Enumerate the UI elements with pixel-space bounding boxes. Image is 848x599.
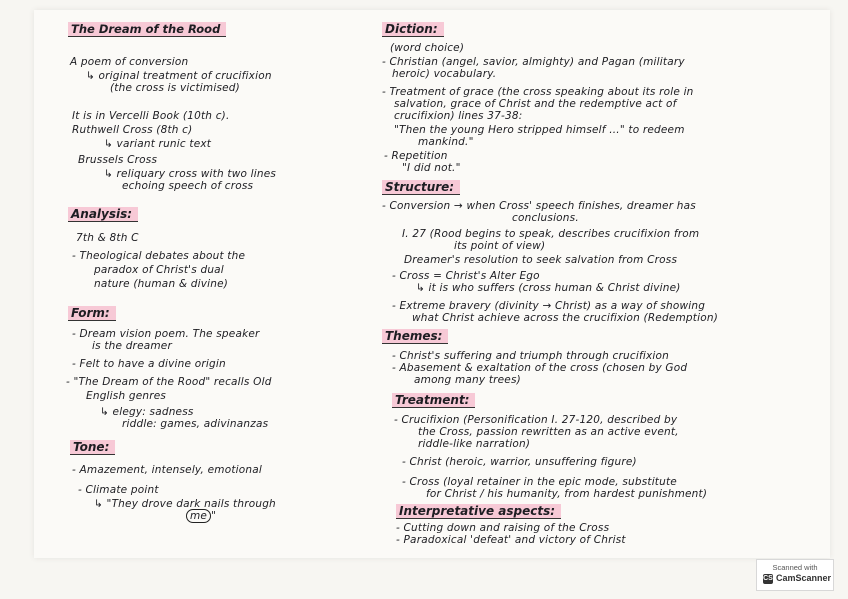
intro-line: ↳ original treatment of crucifixion: [86, 70, 272, 82]
intro-line: It is in Vercelli Book (10th c).: [72, 110, 230, 122]
structure-heading: Structure:: [382, 180, 460, 195]
intro-line: (the cross is victimised): [110, 82, 240, 94]
analysis-line: nature (human & divine): [94, 278, 229, 290]
themes-line: - Abasement & exaltation of the cross (chosen by God: [392, 362, 688, 374]
treatment-line: the Cross, passion rewritten as an active event,: [418, 426, 679, 438]
structure-line: - Extreme bravery (divinity → Christ) as a way of showing: [392, 300, 706, 312]
structure-line: Dreamer's resolution to seek salvation from Cross: [404, 254, 678, 266]
diction-line: mankind.": [418, 136, 474, 148]
treatment-line: - Cross (loyal retainer in the epic mode, substitute: [402, 476, 677, 488]
structure-line: conclusions.: [512, 212, 579, 224]
camscanner-watermark: [756, 559, 834, 591]
intro-line: Brussels Cross: [78, 154, 158, 166]
analysis-heading: Analysis:: [68, 207, 138, 222]
structure-line: - Conversion → when Cross' speech finishes, dreamer has: [382, 200, 696, 212]
form-line: - Felt to have a divine origin: [72, 358, 226, 370]
themes-line: among many trees): [414, 374, 521, 386]
intro-line: ↳ variant runic text: [104, 138, 212, 150]
diction-line: (word choice): [390, 42, 465, 54]
camscanner-brand: CamScanner: [776, 573, 832, 583]
structure-line: what Christ achieve across the crucifixion (Redemption): [412, 312, 718, 324]
themes-heading: Themes:: [382, 329, 448, 344]
treatment-heading: Treatment:: [392, 393, 475, 408]
intro-line: echoing speech of cross: [122, 180, 254, 192]
treatment-line: - Christ (heroic, warrior, unsuffering figure): [402, 456, 637, 468]
form-line: - "The Dream of the Rood" recalls Old: [66, 376, 272, 388]
diction-line: salvation, grace of Christ and the redemptive act of: [394, 98, 677, 110]
camscanner-logo-icon: CS: [763, 575, 773, 582]
interpretative-line: - Paradoxical 'defeat' and victory of Christ: [396, 534, 626, 546]
analysis-line: paradox of Christ's dual: [94, 264, 224, 276]
closing-quote: ": [211, 510, 217, 522]
analysis-line: 7th & 8th C: [76, 232, 139, 244]
treatment-line: for Christ / his humanity, from hardest punishment): [426, 488, 708, 500]
diction-heading: Diction:: [382, 22, 444, 37]
form-heading: Form:: [68, 306, 116, 321]
diction-line: heroic) vocabulary.: [392, 68, 497, 80]
diction-line: "I did not.": [402, 162, 461, 174]
notes-page: [34, 10, 830, 558]
circled-word: me: [186, 509, 211, 523]
tone-line: - Amazement, intensely, emotional: [72, 464, 262, 476]
tone-line: ↳ "They drove dark nails through: [94, 498, 276, 510]
themes-line: - Christ's suffering and triumph through crucifixion: [392, 350, 669, 362]
intro-line: A poem of conversion: [70, 56, 189, 68]
treatment-line: riddle-like narration): [418, 438, 531, 450]
tone-line-circled: [186, 510, 216, 522]
intro-line: ↳ reliquary cross with two lines: [104, 168, 277, 180]
analysis-line: - Theological debates about the: [72, 250, 246, 262]
scanned-with-label: Scanned with: [772, 563, 818, 572]
tone-heading: Tone:: [70, 440, 115, 455]
diction-line: - Christian (angel, savior, almighty) and Pagan (military: [382, 56, 685, 68]
structure-line: - Cross = Christ's Alter Ego: [392, 270, 540, 282]
interpretative-heading: Interpretative aspects:: [396, 504, 561, 519]
form-line: is the dreamer: [92, 340, 172, 352]
tone-line: - Climate point: [78, 484, 159, 496]
page-title: The Dream of the Rood: [68, 22, 226, 37]
form-line: English genres: [86, 390, 167, 402]
diction-line: "Then the young Hero stripped himself ..." to redeem: [394, 124, 685, 136]
form-line: ↳ elegy: sadness: [100, 406, 194, 418]
diction-line: - Treatment of grace (the cross speaking about its role in: [382, 86, 694, 98]
structure-line: ↳ it is who suffers (cross human & Christ divine): [416, 282, 681, 294]
diction-line: - Repetition: [384, 150, 448, 162]
interpretative-line: - Cutting down and raising of the Cross: [396, 522, 610, 534]
form-line: riddle: games, adivinanzas: [122, 418, 269, 430]
form-line: - Dream vision poem. The speaker: [72, 328, 260, 340]
structure-line: I. 27 (Rood begins to speak, describes crucifixion from: [402, 228, 700, 240]
treatment-line: - Crucifixion (Personification I. 27-120, described by: [394, 414, 678, 426]
structure-line: its point of view): [454, 240, 546, 252]
intro-line: Ruthwell Cross (8th c): [72, 124, 193, 136]
diction-line: crucifixion) lines 37-38:: [394, 110, 523, 122]
